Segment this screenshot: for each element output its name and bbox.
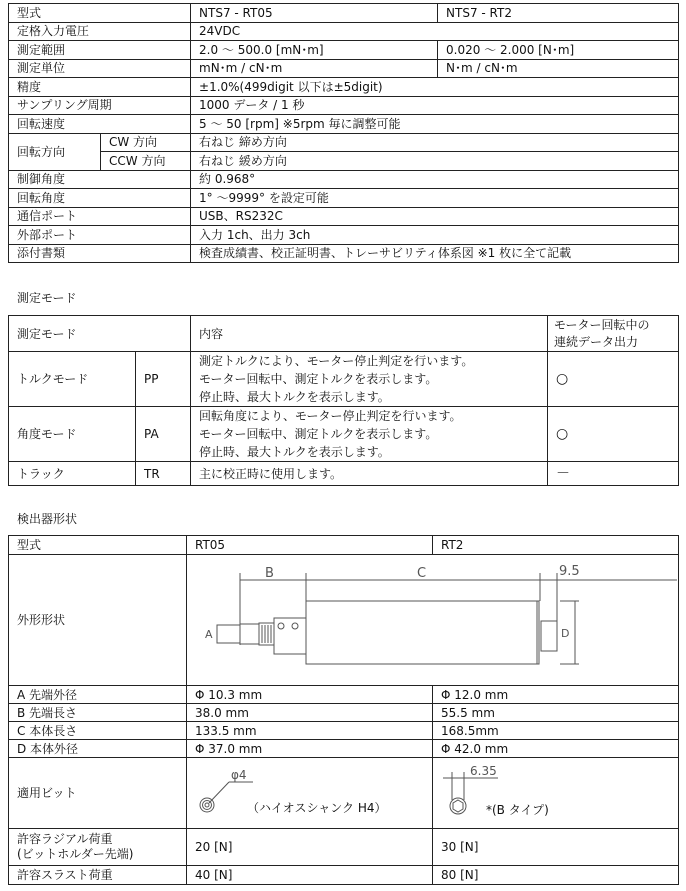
radial-value-1: 20 [N] xyxy=(187,829,433,866)
mode-content-line: モーター回転中、測定トルクを表示します。 xyxy=(199,427,438,441)
detector-outline-drawing xyxy=(187,555,677,685)
dim-label-95: 9.5 xyxy=(559,564,580,579)
detector-row-label: B 先端長さ xyxy=(9,704,187,722)
bit-row xyxy=(9,758,679,829)
bit-dim-1: φ4 xyxy=(231,768,247,782)
spec-row xyxy=(9,244,679,263)
mode-name: トラック xyxy=(9,462,136,486)
hios-bit-drawing xyxy=(187,758,432,828)
model-2: NTS7 - RT2 xyxy=(438,4,679,23)
spec-row xyxy=(9,170,679,189)
spec-label: 回転方向 xyxy=(9,133,101,170)
detector-model-2: RT2 xyxy=(433,536,679,555)
thrust-load-row xyxy=(9,866,679,885)
header-mode: 測定モード xyxy=(9,316,191,352)
bit-cell-2 xyxy=(433,758,679,829)
spec-label: 測定範囲 xyxy=(9,41,191,60)
spec-value: USB、RS232C xyxy=(191,207,679,226)
spec-value-1: mN･m / cN･m xyxy=(191,59,438,78)
detector-row-label: A 先端外径 xyxy=(9,686,187,704)
detector-value-2: Φ 12.0 mm xyxy=(433,686,679,704)
thrust-value-1: 40 [N] xyxy=(187,866,433,885)
spec-row xyxy=(9,207,679,226)
tip-shape xyxy=(217,625,240,643)
spec-value: 検査成績書、校正証明書、トレーサビリティ体系図 ※1 枚に全て記載 xyxy=(191,244,679,263)
mode-row xyxy=(9,462,679,486)
dim-label-d: D xyxy=(561,627,570,640)
spec-value-2: N･m / cN･m xyxy=(438,59,679,78)
bit-text-1: （ハイオスシャンク H4） xyxy=(247,801,387,815)
spec-sublabel: CCW 方向 xyxy=(101,152,191,171)
detector-header-row xyxy=(9,536,679,555)
spec-row xyxy=(9,152,679,171)
dim-label-b: B xyxy=(265,566,274,581)
model-1: NTS7 - RT05 xyxy=(191,4,438,23)
spec-label: 定格入力電圧 xyxy=(9,22,191,41)
modes-table xyxy=(8,315,679,486)
spec-sublabel: CW 方向 xyxy=(101,133,191,152)
mode-output: ○ xyxy=(548,407,679,462)
bit-text-2: *(B タイプ) xyxy=(486,803,549,817)
connector-shape xyxy=(541,621,557,651)
spec-value-1: 2.0 ～ 500.0 [mN･m] xyxy=(191,41,438,60)
body-shape xyxy=(306,601,539,664)
spec-row xyxy=(9,59,679,78)
detector-value-2: Φ 42.0 mm xyxy=(433,740,679,758)
detector-row xyxy=(9,722,679,740)
header-output xyxy=(548,316,679,352)
radial-value-2: 30 [N] xyxy=(433,829,679,866)
detector-value-1: Φ 37.0 mm xyxy=(187,740,433,758)
spec-label: 回転角度 xyxy=(9,189,191,208)
mode-content-line: 停止時、最大トルクを表示します。 xyxy=(199,390,390,404)
spec-value: ±1.0%(499digit 以下は±5digit) xyxy=(191,78,679,97)
header-output-line: モーター回転中の xyxy=(554,317,650,332)
detector-row-label: D 本体外径 xyxy=(9,740,187,758)
spec-label: 測定単位 xyxy=(9,59,191,78)
spec-value: 5 ～ 50 [rpm] ※5rpm 毎に調整可能 xyxy=(191,115,679,134)
spec-label: 制御角度 xyxy=(9,170,191,189)
modes-header-row xyxy=(9,316,679,352)
spec-value: 右ねじ 緩め方向 xyxy=(191,152,679,171)
mode-code: PP xyxy=(136,352,191,407)
section-title-modes: 測定モード xyxy=(17,291,77,305)
radial-load-row xyxy=(9,829,679,866)
bit-cell-1 xyxy=(187,758,433,829)
detector-row-label: C 本体長さ xyxy=(9,722,187,740)
spec-label: 外部ポート xyxy=(9,226,191,245)
spec-row xyxy=(9,96,679,115)
mode-code: PA xyxy=(136,407,191,462)
spec-row xyxy=(9,22,679,41)
spec-value: 1000 データ / 1 秒 xyxy=(191,96,679,115)
radial-label-line: 許容ラジアル荷重 xyxy=(17,832,113,846)
radial-label xyxy=(9,829,187,866)
thrust-label: 許容スラスト荷重 xyxy=(9,866,187,885)
mode-content-line: モーター回転中、測定トルクを表示します。 xyxy=(199,372,438,386)
outline-row xyxy=(9,555,679,686)
dim-label-c: C xyxy=(417,566,427,581)
mode-row xyxy=(9,407,679,462)
spec-row xyxy=(9,41,679,60)
hex-bit-drawing xyxy=(433,758,678,828)
detector-value-2: 168.5mm xyxy=(433,722,679,740)
spec-table xyxy=(8,3,679,263)
outline-drawing-cell xyxy=(187,555,679,686)
spec-value: 24VDC xyxy=(191,22,679,41)
mode-content-line: 主に校正時に使用します。 xyxy=(191,462,548,486)
spec-value: 入力 1ch、出力 3ch xyxy=(191,226,679,245)
spec-value: 1° ～9999° を設定可能 xyxy=(191,189,679,208)
header-output-line: 連続データ出力 xyxy=(554,334,639,349)
bit-dim-2: 6.35 xyxy=(470,764,497,778)
mode-content-line: 停止時、最大トルクを表示します。 xyxy=(199,445,390,459)
detector-value-1: 133.5 mm xyxy=(187,722,433,740)
mode-name: 角度モード xyxy=(9,407,136,462)
spec-row xyxy=(9,189,679,208)
mode-content xyxy=(191,352,548,407)
detector-value-1: Φ 10.3 mm xyxy=(187,686,433,704)
spec-value-2: 0.020 ～ 2.000 [N･m] xyxy=(438,41,679,60)
detector-table xyxy=(8,535,679,885)
radial-label-line: (ビットホルダー先端) xyxy=(17,847,134,861)
spec-row xyxy=(9,78,679,97)
spec-label: サンプリング周期 xyxy=(9,96,191,115)
mode-name: トルクモード xyxy=(9,352,136,407)
mode-content-line: 測定トルクにより、モーター停止判定を行います。 xyxy=(199,354,474,368)
thrust-value-2: 80 [N] xyxy=(433,866,679,885)
spec-label: 通信ポート xyxy=(9,207,191,226)
section-title-detector: 検出器形状 xyxy=(17,512,78,526)
hex-shape xyxy=(453,800,463,812)
spec-value: 右ねじ 締め方向 xyxy=(191,133,679,152)
mode-content-line: 回転角度により、モーター停止判定を行います。 xyxy=(199,409,462,423)
outline-label: 外形形状 xyxy=(9,555,187,686)
dim-label-a: A xyxy=(205,628,213,641)
mode-output: ○ xyxy=(548,352,679,407)
spec-label: 添付書類 xyxy=(9,244,191,263)
detector-label: 型式 xyxy=(9,536,187,555)
spec-value: 約 0.968° xyxy=(191,170,679,189)
spec-header-row xyxy=(9,4,679,23)
spec-row xyxy=(9,133,679,152)
detector-value-1: 38.0 mm xyxy=(187,704,433,722)
mode-code: TR xyxy=(136,462,191,486)
bit-label: 適用ビット xyxy=(9,758,187,829)
spec-label: 型式 xyxy=(9,4,191,23)
detector-model-1: RT05 xyxy=(187,536,433,555)
header-content: 内容 xyxy=(191,316,548,352)
spec-row xyxy=(9,115,679,134)
detector-value-2: 55.5 mm xyxy=(433,704,679,722)
spec-label: 回転速度 xyxy=(9,115,191,134)
spec-label: 精度 xyxy=(9,78,191,97)
spec-row xyxy=(9,226,679,245)
mode-content xyxy=(191,407,548,462)
detector-row xyxy=(9,686,679,704)
detector-row xyxy=(9,704,679,722)
mode-row xyxy=(9,352,679,407)
mode-output: － xyxy=(548,462,679,486)
detector-row xyxy=(9,740,679,758)
